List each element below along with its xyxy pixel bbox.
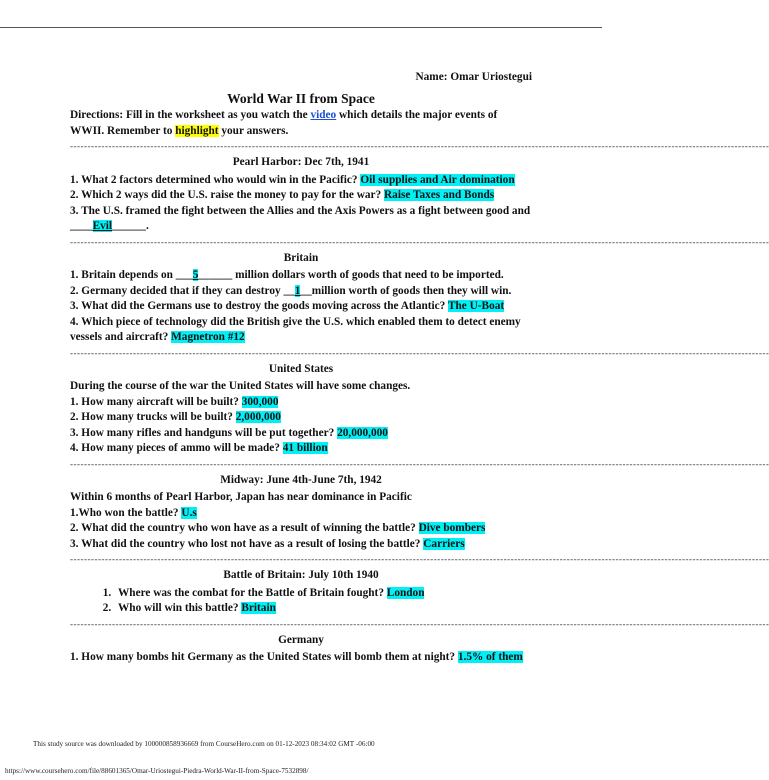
answer: Evil [92, 220, 113, 232]
answer: Carriers [423, 537, 465, 550]
directions [70, 108, 532, 139]
question: 1.Who won the battle? U.s [70, 506, 197, 519]
question: 1. Britain depends on ___5______ million dollars worth of goods that need to be imported. [70, 269, 504, 281]
answer: London [386, 586, 425, 599]
answer: 2,000,000 [235, 411, 281, 423]
question: 3. What did the country who lost not have as a result of losing the battle? Carriers [70, 537, 465, 550]
question: 4. How many pieces of ammo will be made? 41 billion [70, 442, 328, 454]
numbered-list [70, 586, 532, 617]
highlight-word: highlight [175, 124, 219, 137]
question: 3. How many rifles and handguns will be put together? 20,000,000 [70, 426, 388, 439]
answer: U.s [181, 506, 197, 519]
answer: 1.5% of them [457, 651, 523, 663]
video-link[interactable]: video [310, 109, 337, 121]
answer: 300,000 [241, 395, 279, 408]
divider: -------------------------------------------------------------------------------------------------------------------------------------------------------------------------------------------------------- [70, 618, 769, 629]
section-heading-pearl-harbor: Pearl Harbor: Dec 7th, 1941 [232, 156, 370, 168]
section-intro: During the course of the war the United States will have some changes. [70, 380, 411, 392]
directions-text: which details the major events of WWII. Remember to [70, 109, 498, 137]
divider: -------------------------------------------------------------------------------------------------------------------------------------------------------------------------------------------------------- [70, 458, 769, 469]
answer: 5 [192, 269, 199, 281]
student-name: Name: Omar Uriostegui [415, 71, 532, 83]
divider: -------------------------------------------------------------------------------------------------------------------------------------------------------------------------------------------------------- [70, 347, 769, 358]
divider: -------------------------------------------------------------------------------------------------------------------------------------------------------------------------------------------------------- [70, 141, 769, 151]
answer: 1 [294, 284, 301, 297]
answer: Dive bombers [418, 522, 486, 534]
worksheet [70, 70, 769, 666]
answer: Britain [241, 602, 276, 614]
question: 1. How many bombs hit Germany as the United States will bomb them at night? 1.5% of them [70, 651, 523, 663]
question: 4. Which piece of technology did the British give the U.S. which enabled them to detect enemy vessels and aircraft? Magnetron #12 [70, 315, 521, 343]
divider: -------------------------------------------------------------------------------------------------------------------------------------------------------------------------------------------------------- [70, 236, 769, 247]
section-heading-united-states: United States [268, 362, 334, 375]
question: 1. What 2 factors determined who would win in the Pacific? Oil supplies and Air domination [70, 173, 515, 186]
directions-text: Directions: Fill in the worksheet as you watch the [70, 109, 311, 121]
question: 1. How many aircraft will be built? 300,000 [70, 395, 279, 408]
download-notice: This study source was downloaded by 100000858936669 from CourseHero.com on 01-12-2023 08:34:02 GMT -06:00 [33, 740, 375, 748]
source-url: https://www.coursehero.com/file/88601365/Omar-Uriostegui-Piedra-World-War-II-from-Space-7532898/ [5, 767, 309, 775]
section-heading-britain: Britain [283, 251, 319, 264]
section-intro: Within 6 months of Pearl Harbor, Japan has near dominance in Pacific [70, 491, 412, 503]
section-heading-midway: Midway: June 4th-June 7th, 1942 [220, 473, 382, 486]
page-top-rule [0, 27, 602, 28]
directions-text: your answers. [218, 124, 289, 137]
question: 3. The U.S. framed the fight between the Allies and the Axis Powers as a fight between good and ____Evil______. [70, 204, 531, 232]
question: 2. What did the country who won have as a result of winning the battle? Dive bombers [70, 522, 486, 534]
question: 3. What did the Germans use to destroy the goods moving across the Atlantic? The U-Boat [70, 300, 505, 312]
answer: Oil supplies and Air domination [360, 173, 515, 186]
list-item: 1. Where was the combat for the Battle of Britain fought? London [114, 586, 532, 602]
answer: Raise Taxes and Bonds [384, 189, 495, 201]
answer: 41 billion [282, 442, 328, 454]
answer: The U-Boat [447, 300, 505, 312]
question: 2. How many trucks will be built? 2,000,000 [70, 411, 281, 423]
answer: 20,000,000 [337, 426, 388, 439]
list-item: 2. Who will win this battle? Britain [114, 601, 532, 617]
answer: Magnetron #12 [171, 331, 245, 343]
page-title: World War II from Space [227, 90, 375, 106]
question: 2. Germany decided that if they can destroy __1__million worth of goods then they will win. [70, 284, 512, 297]
divider: -------------------------------------------------------------------------------------------------------------------------------------------------------------------------------------------------------- [70, 554, 769, 564]
section-heading-battle-of-britain: Battle of Britain: July 10th 1940 [223, 569, 379, 581]
section-heading-germany: Germany [278, 633, 324, 646]
question: 2. Which 2 ways did the U.S. raise the money to pay for the war? Raise Taxes and Bonds [70, 189, 495, 201]
